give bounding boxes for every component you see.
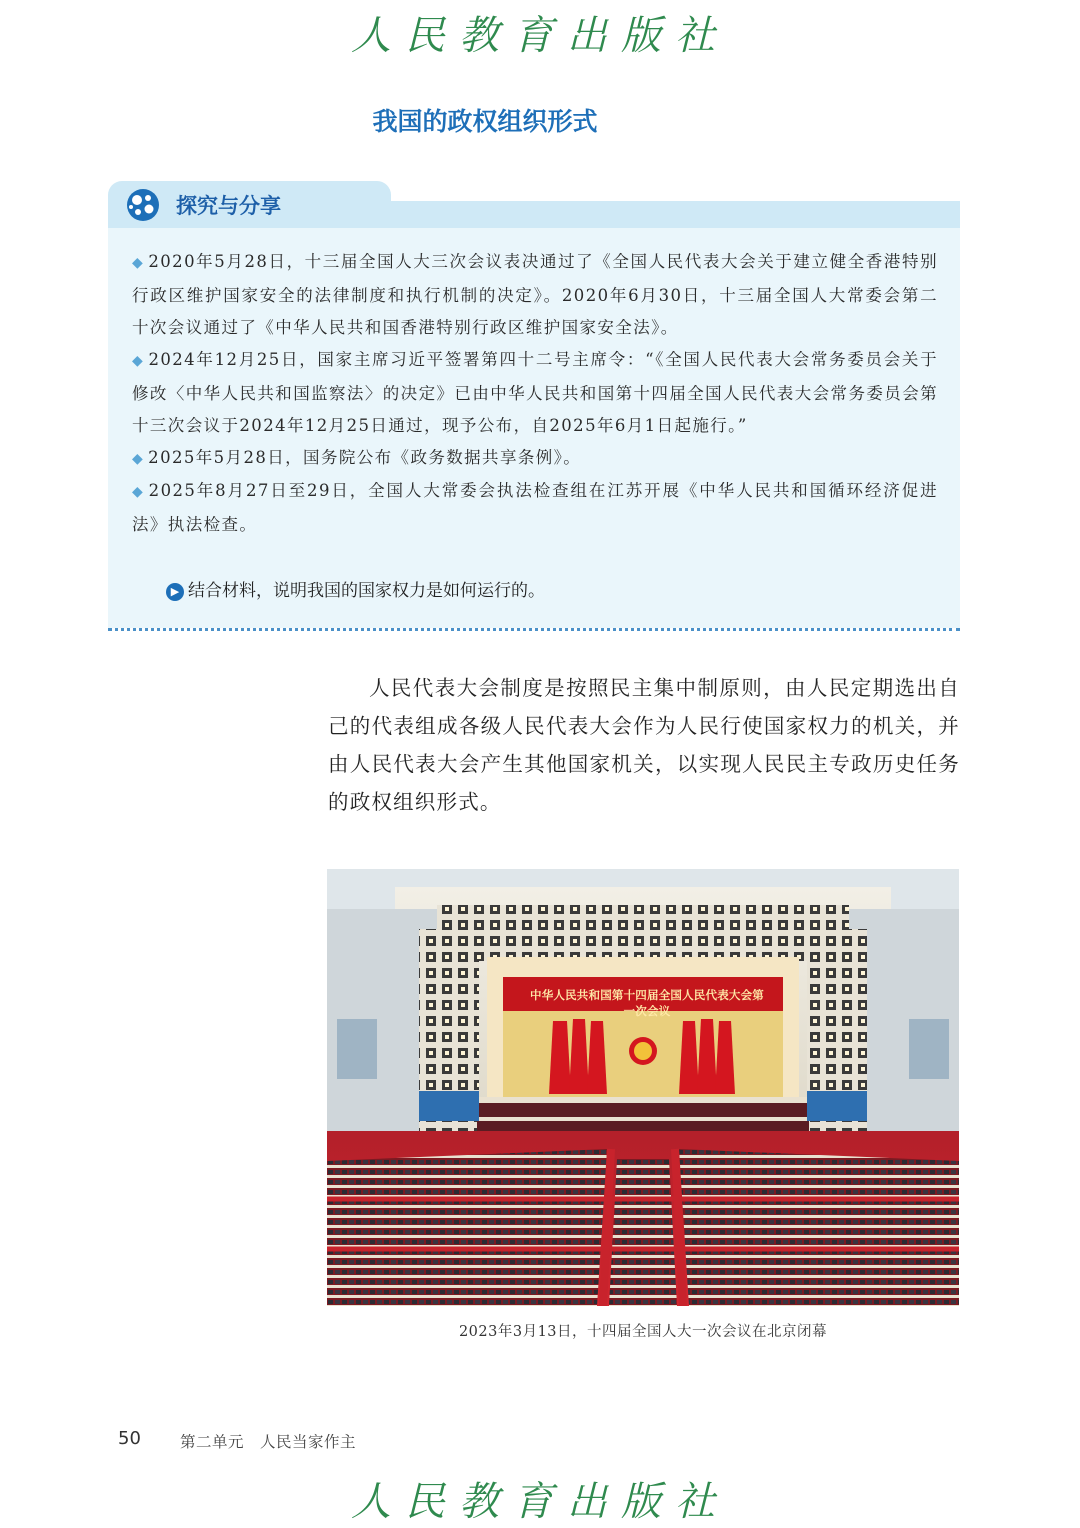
material-item [132, 475, 938, 541]
arrow-right-icon: ▶ [166, 583, 184, 601]
great-hall-photo [327, 869, 959, 1306]
chapter-label [180, 1430, 356, 1452]
unit-label: 第二单元 [180, 1433, 245, 1451]
unit-title: 人民当家作主 [260, 1433, 357, 1451]
body-paragraph: 人民代表大会制度是按照民主集中制原则，由人民定期选出自己的代表组成各级人民代表大会作为人民行使国家权力的机关，并由人民代表大会产生其他国家机关，以实现人民民主专政历史任务的政权组织形式。 [328, 676, 960, 814]
photo-banner-text: 中华人民共和国第十四届全国人民代表大会第一次会议 [530, 988, 764, 1018]
material-item [132, 442, 938, 476]
material-text: 2025年8月27日至29日，全国人大常委会执法检查组在江苏开展《中华人民共和国循环经济促进法》执法检查。 [132, 481, 938, 534]
question-text: 结合材料，说明我国的国家权力是如何运行的。 [188, 581, 545, 601]
section-title: 我国的政权组织形式 [372, 107, 598, 136]
diamond-bullet-icon: ◆ [132, 353, 145, 369]
dotted-divider [108, 628, 960, 631]
material-text: 2025年5月28日，国务院公布《政务数据共享条例》。 [148, 448, 582, 467]
publisher-logo-top: 人民教育出版社 [351, 13, 729, 59]
photo-caption: 2023年3月13日，十四届全国人大一次会议在北京闭幕 [458, 1324, 828, 1340]
molecule-icon [125, 187, 161, 223]
diamond-bullet-icon: ◆ [132, 451, 145, 467]
diamond-bullet-icon: ◆ [132, 484, 145, 500]
publisher-logo-bottom: 人民教育出版社 [351, 1479, 729, 1525]
material-text: 2020年5月28日，十三届全国人大三次会议表决通过了《全国人民代表大会关于建立健全香港特别行政区维护国家安全的法律制度和执行机制的决定》。2020年6月30日，十三届全国人大常委会第二十次会议通过了《中华人民共和国香港特别行政区维护国家安全法》。 [132, 252, 938, 337]
material-text: 2024年12月25日，国家主席习近平签署第四十二号主席令：“《全国人民代表大会常务委员会关于修改〈中华人民共和国监察法〉的决定》已由中华人民共和国第十四届全国人民代表大会常务委员会第十三次会议于2024年12月25日通过，现予公布，自2025年6月1日起施行。” [132, 350, 939, 435]
material-item [132, 246, 938, 345]
diamond-bullet-icon: ◆ [132, 255, 145, 271]
material-item [132, 344, 938, 443]
great-hall-illustration [327, 869, 959, 1306]
explore-tab-label: 探究与分享 [176, 194, 281, 218]
discussion-question [166, 576, 545, 601]
page-number: 50 [118, 1428, 141, 1449]
